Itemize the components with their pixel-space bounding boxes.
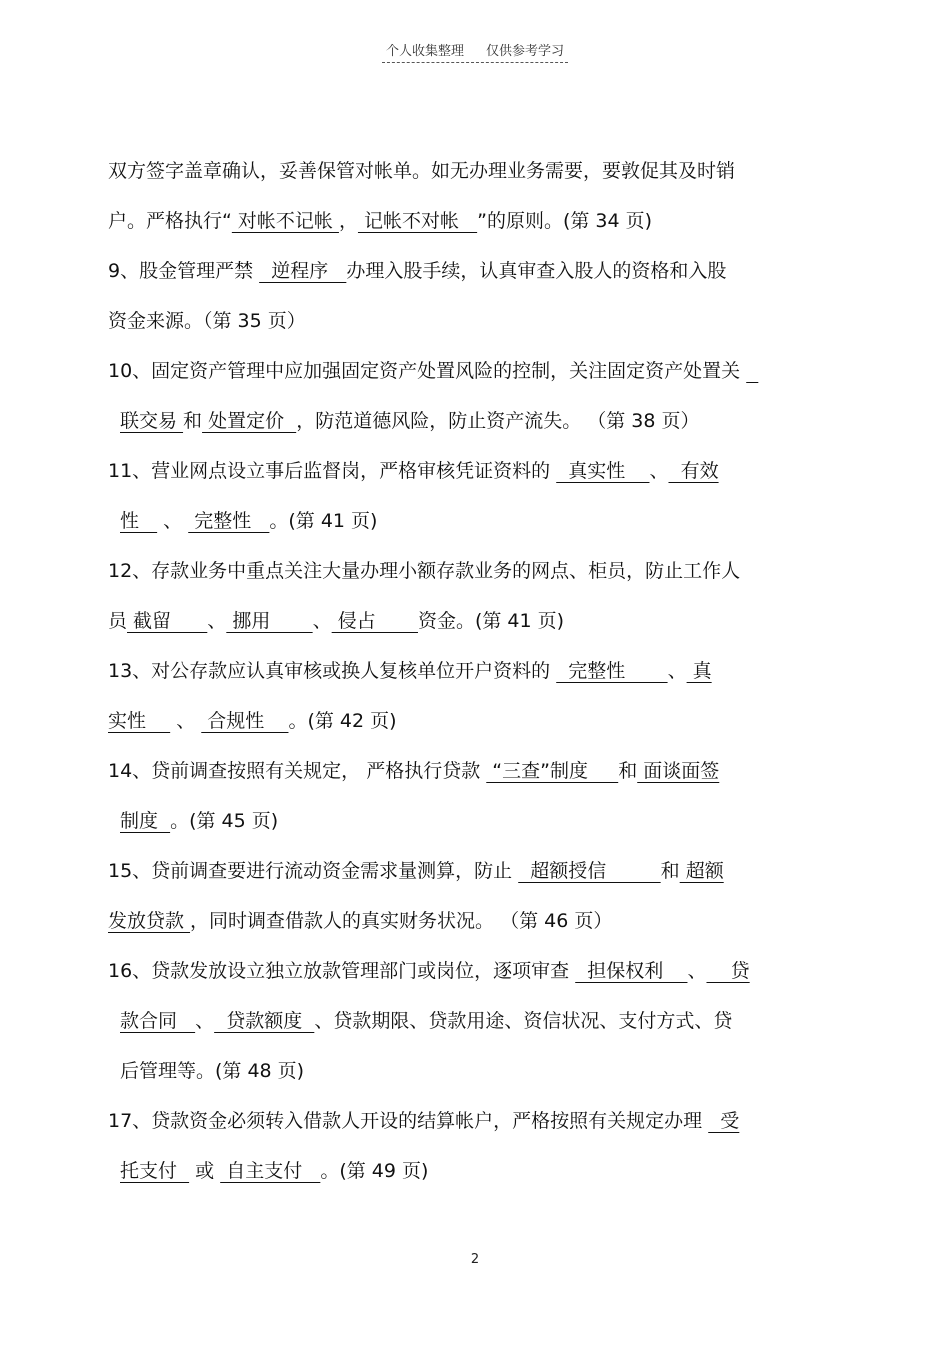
page-header xyxy=(0,40,950,63)
header-right: 仅供参考学习 xyxy=(486,44,565,59)
text-line xyxy=(108,450,843,500)
text-line xyxy=(108,700,843,750)
header-left: 个人收集整理 xyxy=(385,44,464,59)
text-segment: 、 xyxy=(207,610,227,632)
fill-in-answer: 自主支付 xyxy=(220,1160,321,1182)
text-segment: ， xyxy=(338,210,358,232)
text-segment: 办理入股手续，认真审查入股人的资格和入股 xyxy=(346,260,727,282)
fill-in-answer: 挪用 xyxy=(226,610,313,632)
page-number: 2 xyxy=(470,1252,480,1267)
text-line xyxy=(108,1000,843,1050)
text-segment: 员 xyxy=(108,610,128,632)
fill-in-answer: 受 xyxy=(708,1110,740,1132)
text-line xyxy=(108,900,843,950)
text-segment: 户。严格执行“ xyxy=(108,210,232,232)
fill-in-answer: 记帐不对帐 xyxy=(357,210,478,232)
text-line xyxy=(108,300,843,350)
text-segment: 10、固定资产管理中应加强固定资产处置风险的控制，关注固定资产处置关 xyxy=(108,360,747,382)
fill-in-answer: 完整性 xyxy=(556,660,668,682)
fill-in-answer: 截留 xyxy=(127,610,208,632)
text-line xyxy=(108,750,843,800)
text-segment: 11、营业网点设立事后监督岗，严格审核凭证资料的 xyxy=(108,460,557,482)
text-line xyxy=(108,950,843,1000)
text-line xyxy=(108,550,843,600)
text-line xyxy=(108,850,843,900)
fill-in-answer: 款合同 xyxy=(120,1010,196,1032)
header-text xyxy=(382,40,568,63)
fill-in-answer: 实性 xyxy=(108,710,171,732)
fill-in-answer: 侵占 xyxy=(331,610,418,632)
fill-in-answer: 逆程序 xyxy=(259,260,347,282)
fill-in-answer: 联交易 xyxy=(120,410,184,432)
fill-in-answer: 合规性 xyxy=(201,710,289,732)
text-segment: 、贷款期限、贷款用途、资信状况、支付方式、贷 xyxy=(314,1010,733,1032)
fill-in-answer: 超额授信 xyxy=(518,860,661,882)
text-line xyxy=(108,350,843,400)
text-segment: 12、存款业务中重点关注大量办理小额存款业务的网点、柜员，防止工作人 xyxy=(108,560,741,582)
text-segment: 。(第 49 页) xyxy=(320,1160,429,1182)
fill-in-answer xyxy=(746,360,758,382)
text-segment: 和 xyxy=(183,410,203,432)
text-line xyxy=(108,800,843,850)
document-body xyxy=(108,150,843,1200)
fill-in-answer: 面谈面签 xyxy=(637,760,720,782)
fill-in-answer: 担保权利 xyxy=(575,960,688,982)
text-line xyxy=(108,1100,843,1150)
text-line xyxy=(108,1150,843,1200)
fill-in-answer: 发放贷款 xyxy=(108,910,191,932)
fill-in-answer: 完整性 xyxy=(188,510,270,532)
text-line xyxy=(108,150,843,200)
fill-in-answer: 真实性 xyxy=(556,460,650,482)
text-segment: 、 xyxy=(312,610,332,632)
text-segment: 17、贷款资金必须转入借款人开设的结算帐户，严格按照有关规定办理 xyxy=(108,1110,709,1132)
text-segment: 、 xyxy=(667,660,687,682)
text-segment: 双方签字盖章确认，妥善保管对帐单。如无办理业务需要，要敦促其及时销 xyxy=(108,160,736,182)
fill-in-answer: 处置定价 xyxy=(202,410,297,432)
text-line xyxy=(108,600,843,650)
text-segment: 14、贷前调查按照有关规定， 严格执行贷款 xyxy=(108,760,487,782)
text-segment: 。(第 45 页) xyxy=(170,810,279,832)
text-segment: 、 xyxy=(157,510,189,532)
text-segment: 16、贷款发放设立独立放款管理部门或岗位，逐项审查 xyxy=(108,960,576,982)
text-segment: ，同时调查借款人的真实财务状况。 （第 46 页） xyxy=(190,910,613,932)
text-line xyxy=(108,1050,843,1100)
text-line xyxy=(108,200,843,250)
text-segment: 15、贷前调查要进行流动资金需求量测算，防止 xyxy=(108,860,519,882)
text-segment: 、 xyxy=(170,710,202,732)
text-segment: 。(第 41 页) xyxy=(269,510,378,532)
text-segment: 后管理等。(第 48 页) xyxy=(120,1060,305,1082)
text-segment: 、 xyxy=(687,960,707,982)
text-segment: 、 xyxy=(649,460,669,482)
fill-in-answer: 贷款额度 xyxy=(214,1010,315,1032)
fill-in-answer: 对帐不记帐 xyxy=(231,210,339,232)
fill-in-answer: 贷 xyxy=(706,960,750,982)
fill-in-answer: 性 xyxy=(120,510,158,532)
text-segment: 资金。(第 41 页) xyxy=(417,610,565,632)
text-segment: 、 xyxy=(195,1010,215,1032)
fill-in-answer: 真 xyxy=(686,660,712,682)
text-segment: 13、对公存款应认真审核或换人复核单位开户资料的 xyxy=(108,660,557,682)
text-segment: 资金来源。（第 35 页） xyxy=(108,310,306,332)
fill-in-answer: 超额 xyxy=(679,860,724,882)
fill-in-answer: 有效 xyxy=(668,460,719,482)
text-line xyxy=(108,500,843,550)
text-line xyxy=(108,650,843,700)
text-segment: ”的原则。(第 34 页) xyxy=(477,210,653,232)
text-segment: 和 xyxy=(618,760,638,782)
text-segment: 。(第 42 页) xyxy=(288,710,397,732)
fill-in-answer: 制度 xyxy=(120,810,171,832)
fill-in-answer: 托支付 xyxy=(120,1160,190,1182)
text-segment: 或 xyxy=(189,1160,221,1182)
fill-in-answer: “三查”制度 xyxy=(486,760,619,782)
text-line xyxy=(108,250,843,300)
text-segment: 和 xyxy=(660,860,680,882)
text-segment: 9、股金管理严禁 xyxy=(108,260,260,282)
text-segment: ，防范道德风险，防止资产流失。 （第 38 页） xyxy=(296,410,700,432)
text-line xyxy=(108,400,843,450)
